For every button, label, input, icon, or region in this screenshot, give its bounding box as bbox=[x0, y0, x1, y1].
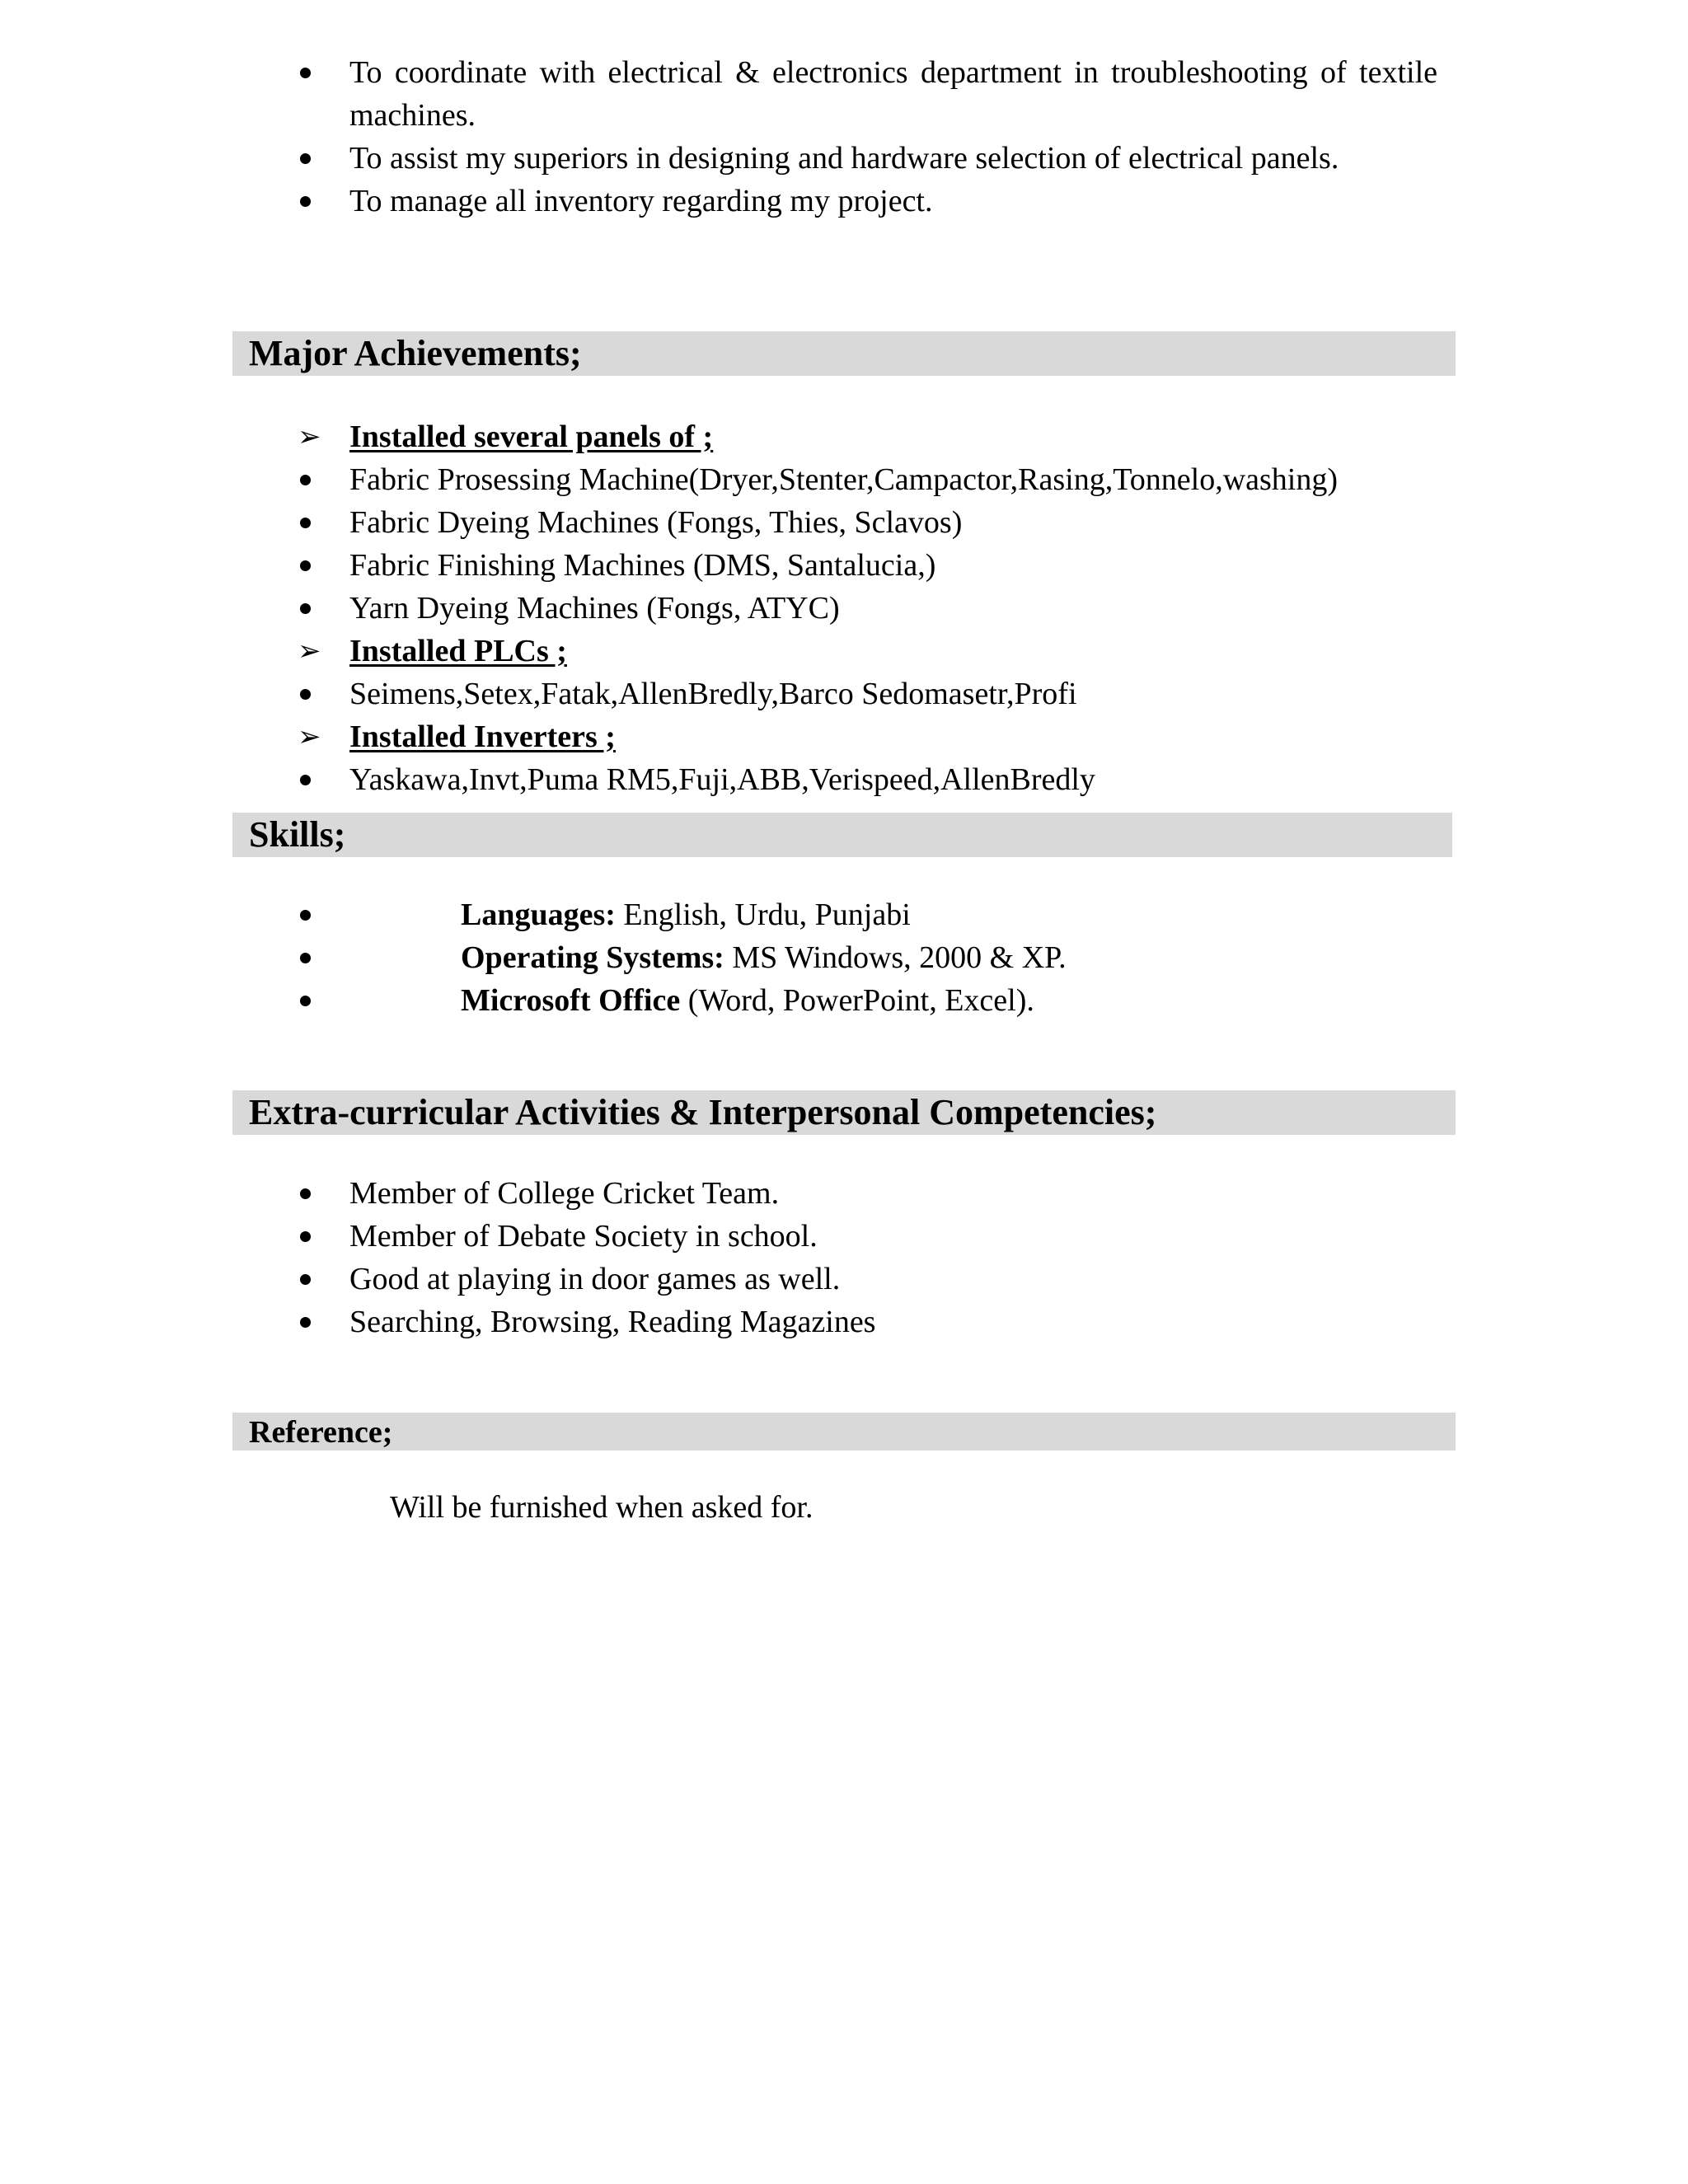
extracurricular-list bbox=[290, 1172, 1688, 1343]
list-item: ➢ Installed PLCs ; bbox=[290, 630, 1688, 673]
responsibilities-list bbox=[290, 51, 1688, 223]
section-heading-reference: Reference; bbox=[232, 1413, 1456, 1451]
bullet-icon bbox=[300, 689, 311, 700]
skills-list bbox=[290, 893, 1688, 1022]
list-item: Yarn Dyeing Machines (Fongs, ATYC) bbox=[290, 587, 1688, 630]
bullet-icon bbox=[300, 775, 311, 785]
list-item: ➢ Installed several panels of ; bbox=[290, 415, 1688, 458]
list-item: Member of College Cricket Team. bbox=[290, 1172, 1688, 1215]
list-item: To assist my superiors in designing and hardware selection of electrical panels. bbox=[290, 137, 1688, 180]
bullet-icon bbox=[300, 68, 311, 78]
arrow-bullet-icon: ➢ bbox=[298, 720, 321, 753]
list-item: Languages: English, Urdu, Punjabi bbox=[290, 893, 1688, 936]
bullet-icon bbox=[300, 1274, 311, 1285]
bullet-icon bbox=[300, 475, 311, 485]
list-item: Operating Systems: MS Windows, 2000 & XP. bbox=[290, 936, 1688, 979]
list-item: Good at playing in door games as well. bbox=[290, 1258, 1688, 1301]
bullet-icon bbox=[300, 153, 311, 164]
list-item: Fabric Finishing Machines (DMS, Santalucia,) bbox=[290, 544, 1688, 587]
section-heading-skills: Skills; bbox=[232, 813, 1452, 857]
section-heading-achievements: Major Achievements; bbox=[232, 331, 1456, 376]
bullet-icon bbox=[300, 560, 311, 571]
arrow-bullet-icon: ➢ bbox=[298, 420, 321, 453]
achievements-list bbox=[290, 415, 1688, 801]
list-item: ➢ Installed Inverters ; bbox=[290, 715, 1688, 758]
bullet-icon bbox=[300, 518, 311, 528]
list-item: Fabric Prosessing Machine(Dryer,Stenter,Campactor,Rasing,Tonnelo,washing) bbox=[290, 458, 1688, 501]
list-item: Seimens,Setex,Fatak,AllenBredly,Barco Sedomasetr,Profi bbox=[290, 673, 1688, 715]
list-item: Microsoft Office (Word, PowerPoint, Excel). bbox=[290, 979, 1688, 1022]
bullet-icon bbox=[300, 603, 311, 614]
bullet-icon bbox=[300, 1317, 311, 1328]
bullet-icon bbox=[300, 996, 311, 1006]
list-item: To coordinate with electrical & electronics department in troubleshooting of textile machines. bbox=[290, 51, 1688, 137]
list-item: To manage all inventory regarding my project. bbox=[290, 180, 1688, 223]
bullet-icon bbox=[300, 910, 311, 921]
reference-text: Will be furnished when asked for. bbox=[390, 1490, 814, 1525]
list-item: Fabric Dyeing Machines (Fongs, Thies, Sclavos) bbox=[290, 501, 1688, 544]
list-item: Member of Debate Society in school. bbox=[290, 1215, 1688, 1258]
arrow-bullet-icon: ➢ bbox=[298, 635, 321, 668]
bullet-icon bbox=[300, 196, 311, 207]
list-item: Searching, Browsing, Reading Magazines bbox=[290, 1301, 1688, 1343]
bullet-icon bbox=[300, 953, 311, 963]
list-item: Yaskawa,Invt,Puma RM5,Fuji,ABB,Verispeed,AllenBredly bbox=[290, 758, 1688, 801]
bullet-icon bbox=[300, 1188, 311, 1199]
section-heading-extracurricular: Extra-curricular Activities & Interpersonal Competencies; bbox=[232, 1090, 1456, 1135]
bullet-icon bbox=[300, 1231, 311, 1242]
